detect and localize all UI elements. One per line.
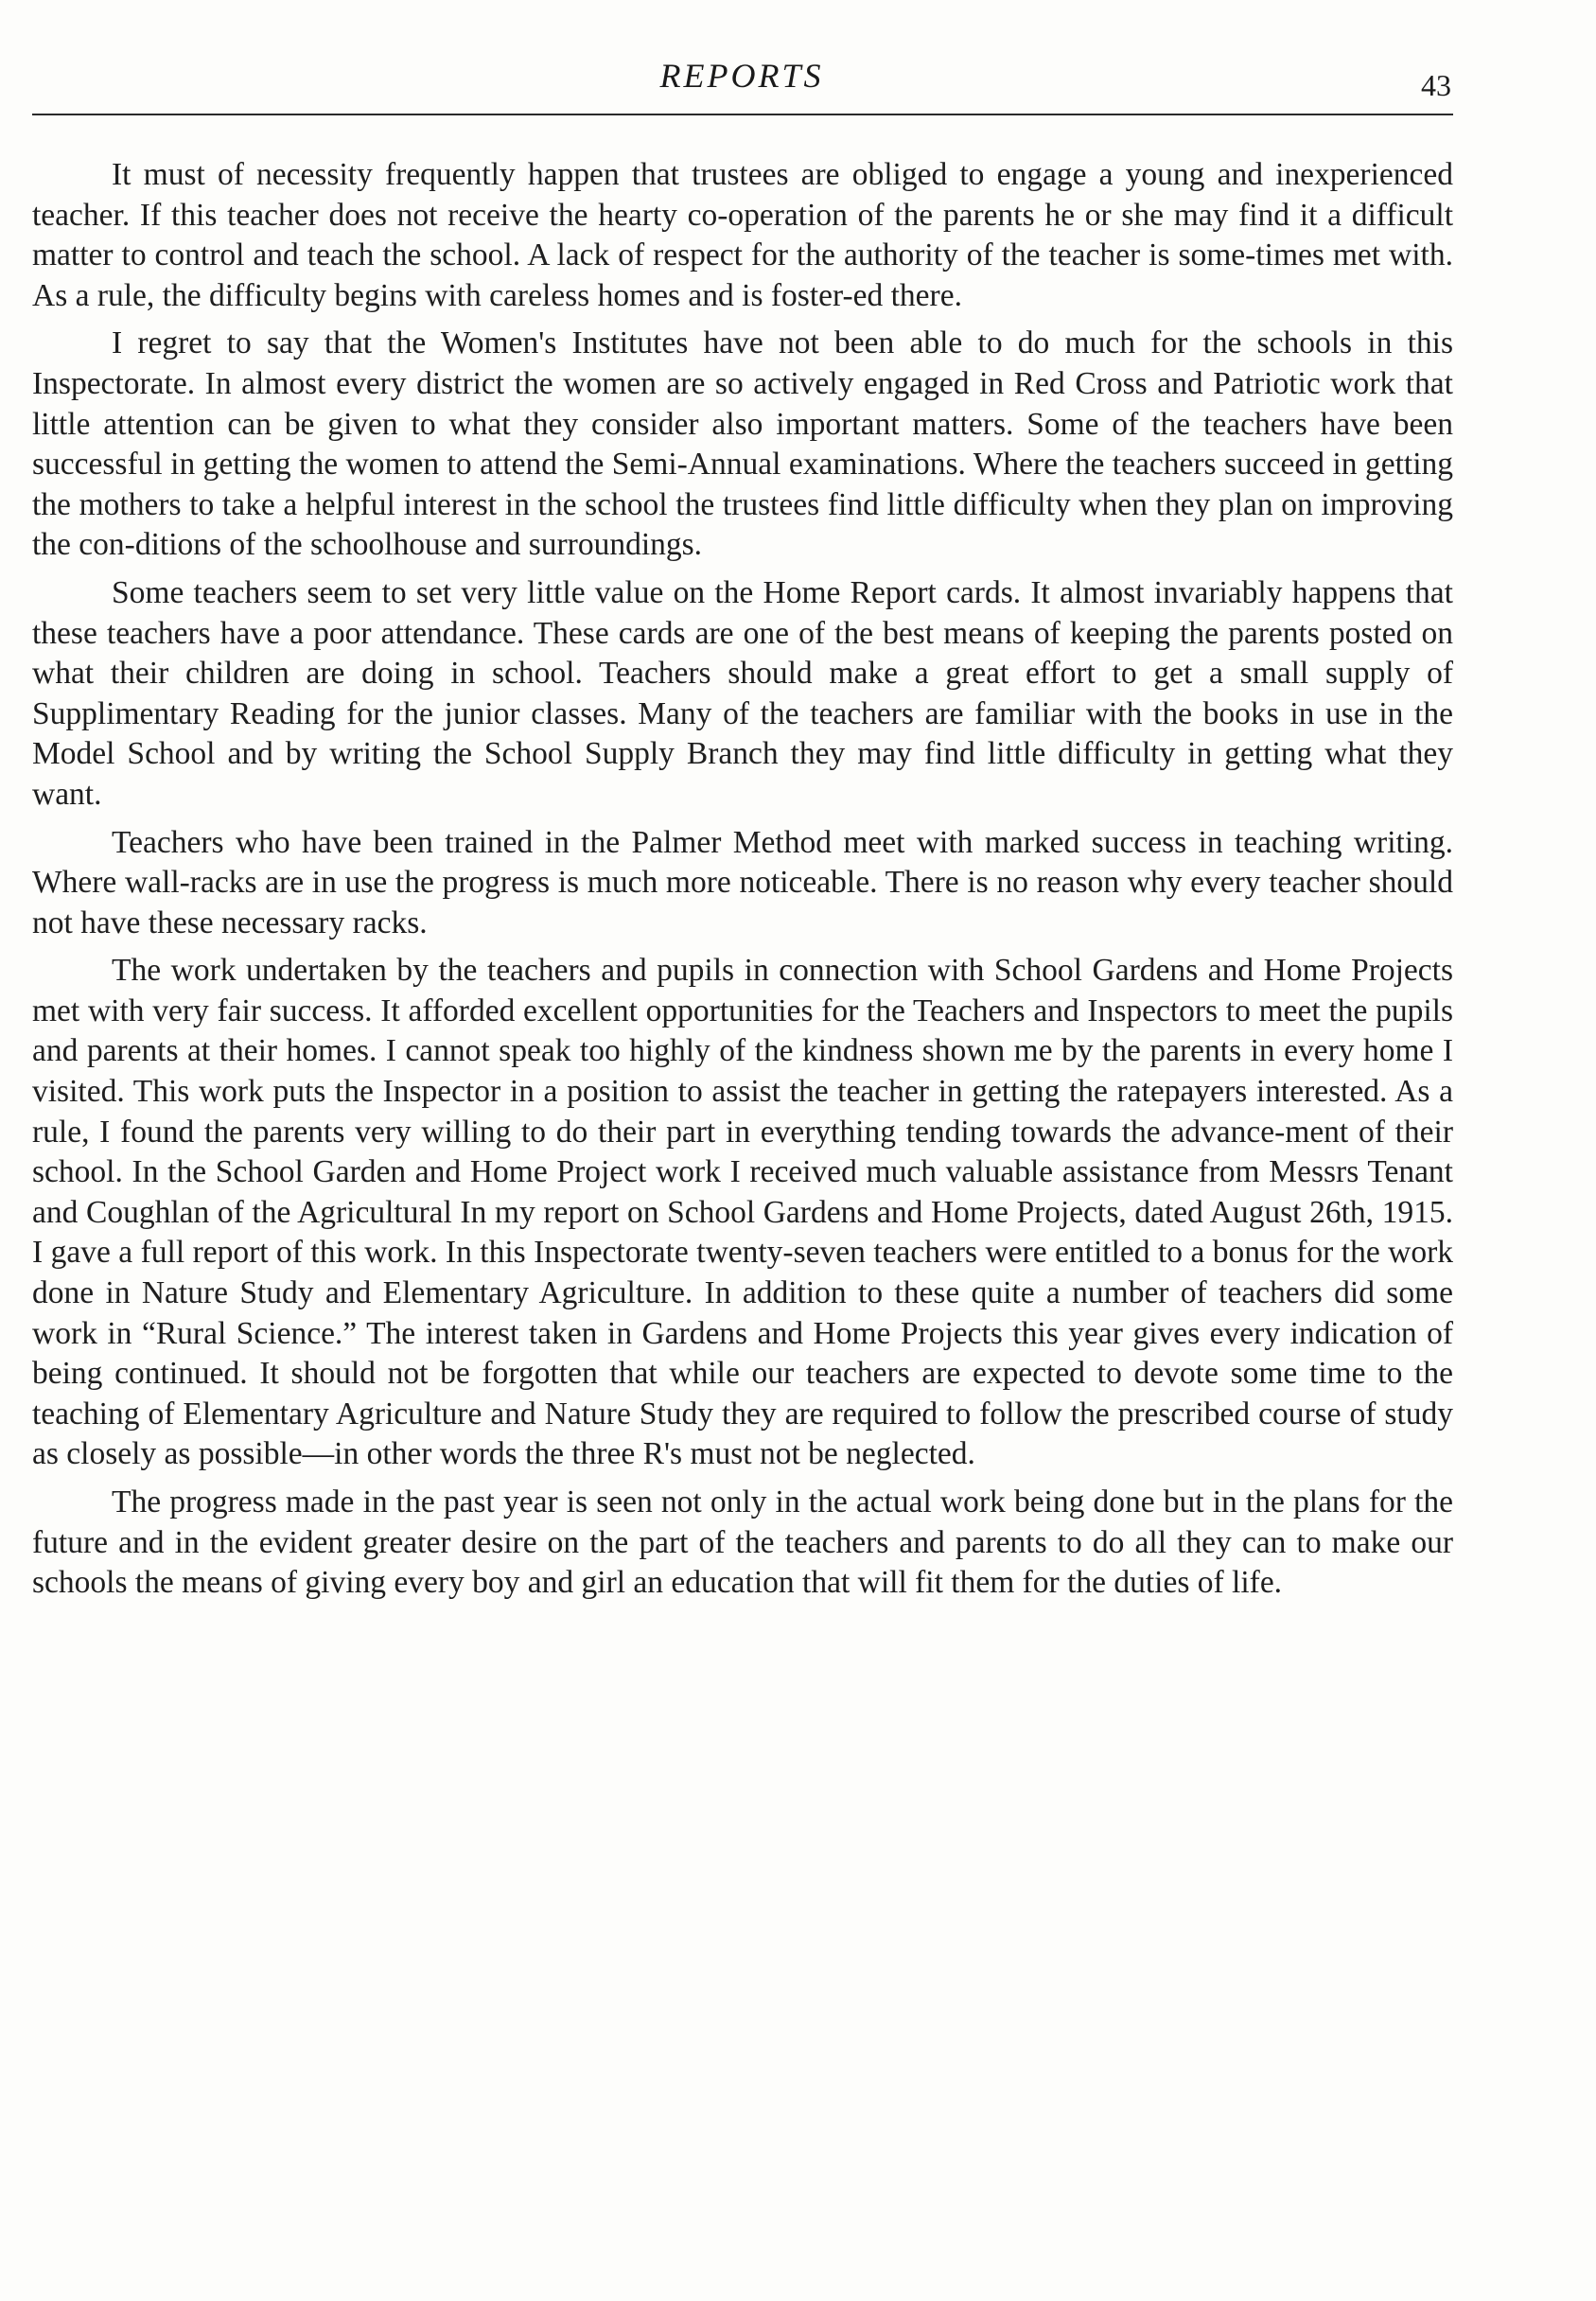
paragraph-womens-institutes: I regret to say that the Women's Institutes have not been able to do much for the schools in this Inspectorate. In almost every district the women are so actively engaged in Red Cross and Patriotic work that little attention can be given to what they consider also important matters. Some of the teachers have been successful in getting the women to attend the Semi-Annual examinations. Where the teachers succeed in getting the mothers to take a helpful interest in the school the trustees find little difficulty when they plan on improving the con-ditions of the schoolhouse and surroundings. [32,325,1453,563]
paragraph-progress: The progress made in the past year is seen not only in the actual work being done but in the plans for the future and in the evident greater desire on the part of the teachers and parents to do all they can to make our schools the means of giving every boy and girl an education that will fit them for the duties of life. [32,1484,1453,1601]
header-rule [32,114,1453,115]
paragraph-school-gardens: The work undertaken by the teachers and pupils in connection with School Gardens and Home Projects met with very fair success. It afforded excellent opportunities for the Teachers and Inspectors to meet the pupils and parents at their homes. I cannot speak too highly of the kindness shown me by the parents in every home I visited. This work puts the Inspector in a position to assist the teacher in getting the ratepayers interested. As a rule, I found the parents very willing to do their part in everything tending towards the advance-ment of their school. In the School Garden and Home Project work I received much valuable assistance from Messrs Tenant and Coughlan of the Agricultural In my report on School Gardens and Home Projects, dated August 26th, 1915. I gave a full report of this work. In this Inspectorate twenty-seven teachers were entitled to a bonus for the work done in Nature Study and Elementary Agriculture. In addition to these quite a number of teachers did some work in “Rural Science.” The interest taken in Gardens and Home Projects this year gives every indication of being continued. It should not be forgotten that while our teachers are expected to devote some time to the teaching of Elementary Agriculture and Nature Study they are required to follow the prescribed course of study as closely as possible—in other words the three R's must not be neglected. [32,953,1453,1472]
report-body [32,155,1453,1611]
running-header [32,53,1451,110]
page-number: 43 [1421,68,1451,102]
paragraph-palmer-method: Teachers who have been trained in the Palmer Method meet with marked success in teaching writing. Where wall-racks are in use the progress is much more noticeable. There is no reason why every teacher should not have these necessary racks. [32,824,1453,940]
paragraph-home-report-cards: Some teachers seem to set very little value on the Home Report cards. It almost invariably happens that these teachers have a poor attendance. These cards are one of the best means of keeping the parents posted on what their children are doing in school. Teachers should make a great effort to get a small supply of Supplimentary Reading for the junior classes. Many of the teachers are familiar with the books in use in the Model School and by writing the School Supply Branch they may find little difficulty in getting what they want. [32,574,1453,812]
running-title: REPORTS [659,57,824,95]
paragraph-trustees-teacher: It must of necessity frequently happen that trustees are obliged to engage a young and inexperienced teacher. If this teacher does not receive the hearty co-operation of the parents he or she may find it a difficult matter to control and teach the school. A lack of respect for the authority of the teacher is some-times met with. As a rule, the difficulty begins with careless homes and is foster-ed there. [32,157,1453,313]
